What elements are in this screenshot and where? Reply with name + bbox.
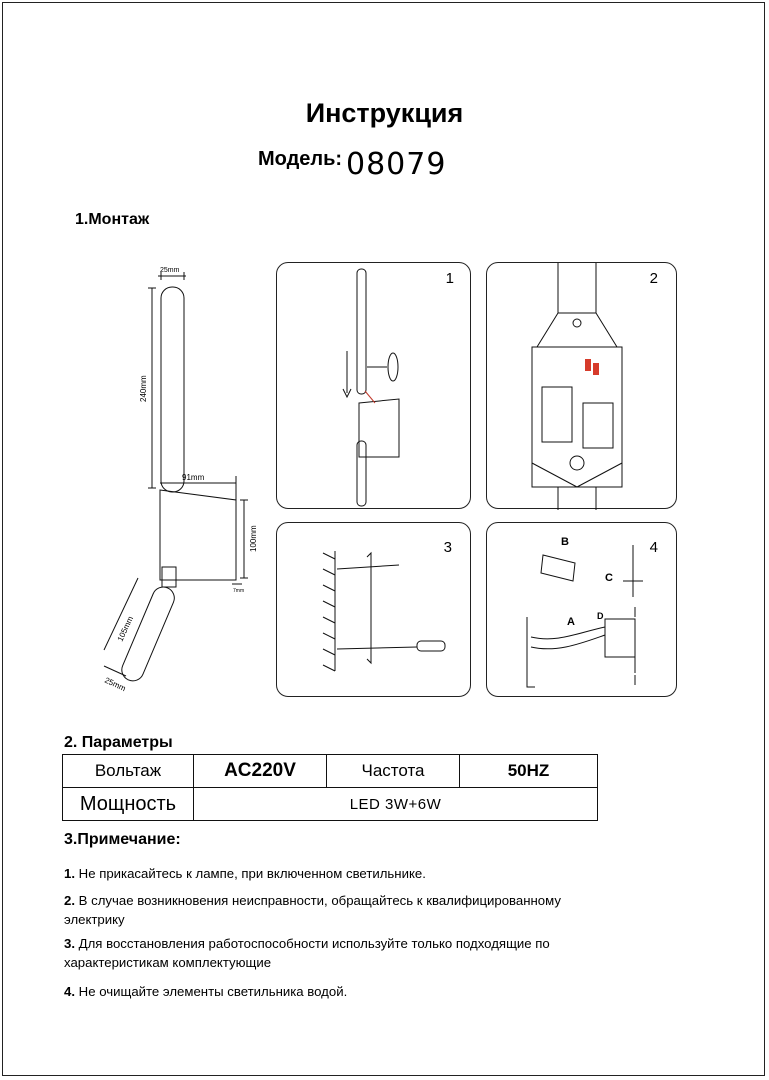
label-b: B	[561, 536, 569, 548]
note-2-text: В случае возникновения неисправности, обращайтесь к квалифицированному электрику	[64, 893, 561, 927]
panel-number-3: 3	[443, 539, 452, 556]
note-2	[64, 891, 604, 929]
step-4-illustration	[487, 523, 678, 698]
note-1-number: 1.	[64, 866, 75, 881]
section-notes: 3.Примечание:	[64, 831, 181, 848]
label-c: C	[605, 572, 613, 584]
label-d: D	[597, 611, 604, 621]
step-3-illustration	[277, 523, 472, 698]
panel-step-4	[486, 522, 677, 697]
step-1-illustration	[277, 263, 472, 510]
note-3-number: 3.	[64, 936, 75, 951]
model-number: 08079	[346, 147, 447, 182]
dim-arm-length: 105mm	[115, 614, 136, 643]
page-title: Инструкция	[305, 98, 464, 128]
panel-step-1	[276, 262, 471, 509]
section-mounting: 1.Монтаж	[75, 211, 150, 228]
note-3	[64, 934, 594, 972]
dim-small: 7mm	[233, 588, 245, 594]
section-parameters: 2. Параметры	[64, 734, 173, 751]
voltage-label: Вольтаж	[63, 755, 194, 788]
table-row	[63, 755, 598, 788]
parameters-table	[62, 754, 598, 821]
panel-number-1: 1	[445, 270, 454, 287]
power-label: Мощность	[63, 788, 194, 821]
power-value: LED 3W+6W	[194, 788, 598, 821]
note-4	[64, 982, 624, 1001]
voltage-value: AC220V	[194, 755, 327, 788]
panel-number-4: 4	[649, 539, 658, 556]
step-2-illustration	[487, 263, 678, 510]
panel-step-3	[276, 522, 471, 697]
note-4-number: 4.	[64, 984, 75, 999]
frequency-label: Частота	[327, 755, 460, 788]
frequency-value: 50HZ	[460, 755, 598, 788]
dim-height: 240mm	[139, 375, 148, 402]
dim-body-height: 100mm	[249, 525, 258, 552]
panel-number-2: 2	[649, 270, 658, 287]
panel-step-2	[486, 262, 677, 509]
note-3-text: Для восстановления работоспособности используйте только подходящие по характеристикам комплектующие	[64, 936, 550, 970]
dim-top-width: 25mm	[160, 267, 180, 274]
dim-body-width: 91mm	[182, 473, 205, 482]
model-label: Модель:	[258, 148, 343, 170]
note-1	[64, 864, 624, 883]
note-1-text: Не прикасайтесь к лампе, при включенном светильнике.	[78, 866, 426, 881]
dim-arm-width: 25mm	[103, 675, 128, 694]
label-a: A	[567, 616, 575, 628]
note-4-text: Не очищайте элементы светильника водой.	[78, 984, 348, 999]
dimension-drawing	[96, 262, 276, 702]
note-2-number: 2.	[64, 893, 75, 908]
table-row	[63, 788, 598, 821]
